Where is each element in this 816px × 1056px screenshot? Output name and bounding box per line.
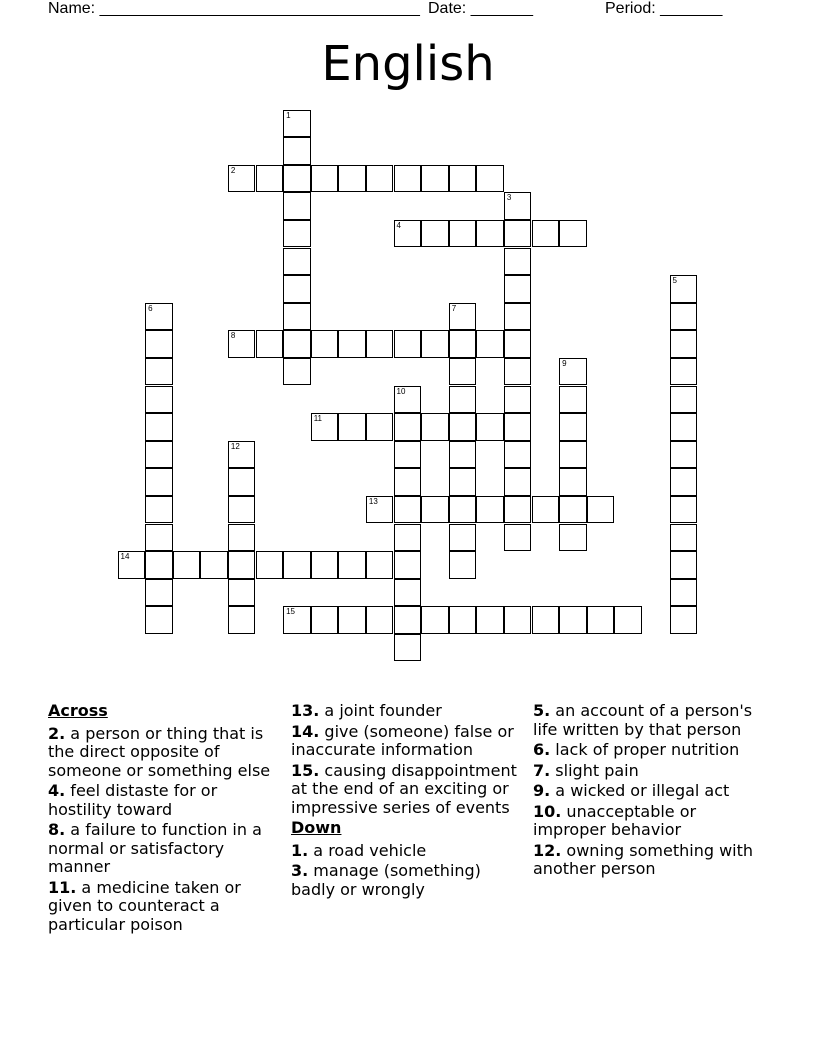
clue-item [291, 842, 526, 861]
grid-cell[interactable] [283, 220, 311, 248]
clue-item [533, 741, 768, 760]
clue-number: 2 [230, 165, 236, 175]
grid-cell[interactable] [394, 386, 422, 414]
grid-cell[interactable] [394, 606, 422, 634]
grid-cell[interactable] [670, 606, 698, 634]
grid-cell[interactable] [559, 524, 587, 552]
grid-cell[interactable] [449, 358, 477, 386]
grid-cell[interactable] [394, 220, 422, 248]
grid-cell[interactable] [283, 358, 311, 386]
grid-cell[interactable] [670, 468, 698, 496]
grid-cell[interactable] [394, 413, 422, 441]
grid-cell[interactable] [449, 496, 477, 524]
grid-cell[interactable] [311, 413, 339, 441]
clue-number: 4 [396, 220, 401, 230]
grid-cell[interactable] [449, 165, 477, 193]
grid-cell[interactable] [449, 606, 477, 634]
grid-cell[interactable] [504, 330, 532, 358]
clue-number-label: 10. [533, 801, 562, 821]
grid-cell[interactable] [449, 441, 477, 469]
grid-cell[interactable] [532, 496, 560, 524]
grid-cell[interactable] [394, 441, 422, 469]
clue-number-label: 14. [291, 721, 320, 741]
clue-text: feel distaste for or hostility toward [48, 781, 218, 819]
clue-item [291, 762, 526, 818]
grid-cell[interactable] [145, 303, 173, 331]
grid-cell[interactable] [449, 303, 477, 331]
grid-cell[interactable] [228, 330, 256, 358]
crossword-grid [0, 110, 816, 670]
grid-cell[interactable] [338, 551, 366, 579]
page-title: English [321, 36, 495, 92]
grid-cell[interactable] [587, 606, 615, 634]
clue-number-label: 3. [291, 861, 309, 880]
grid-cell[interactable] [449, 386, 477, 414]
clue-text: owning something with another person [533, 840, 754, 878]
grid-cell[interactable] [228, 606, 256, 634]
clue-item [291, 862, 526, 899]
clue-number: 10 [396, 386, 406, 396]
clue-text: a medicine taken or given to counteract a particular poison [48, 877, 241, 934]
grid-cell[interactable] [670, 413, 698, 441]
grid-cell[interactable] [670, 275, 698, 303]
grid-cell[interactable] [559, 441, 587, 469]
clue-number: 3 [506, 193, 512, 203]
grid-cell[interactable] [366, 551, 394, 579]
grid-cell[interactable] [283, 551, 311, 579]
grid-cell[interactable] [145, 441, 173, 469]
grid-cell[interactable] [283, 606, 311, 634]
clue-number: 8 [230, 331, 236, 341]
clue-text: causing disappointment at the end of an exciting or impressive series of events [291, 760, 517, 817]
clue-item [533, 803, 768, 840]
grid-cell[interactable] [338, 165, 366, 193]
clues-column-2 [291, 702, 526, 901]
grid-cell[interactable] [670, 358, 698, 386]
clue-number: 15 [286, 607, 295, 617]
grid-cell[interactable] [421, 606, 449, 634]
clue-item [48, 782, 283, 819]
grid-cell[interactable] [504, 441, 532, 469]
worksheet-header [48, 0, 768, 22]
grid-cell[interactable] [145, 551, 173, 579]
grid-cell[interactable] [504, 303, 532, 331]
grid-cell[interactable] [559, 386, 587, 414]
clue-text: slight pain [550, 760, 639, 780]
grid-cell[interactable] [145, 468, 173, 496]
grid-cell[interactable] [256, 165, 284, 193]
grid-cell[interactable] [421, 330, 449, 358]
grid-cell[interactable] [145, 413, 173, 441]
grid-cell[interactable] [228, 579, 256, 607]
grid-cell[interactable] [559, 413, 587, 441]
grid-cell[interactable] [366, 606, 394, 634]
grid-cell[interactable] [449, 413, 477, 441]
grid-cell[interactable] [449, 551, 477, 579]
grid-cell[interactable] [311, 330, 339, 358]
grid-cell[interactable] [366, 330, 394, 358]
clue-number: 5 [672, 276, 677, 286]
grid-cell[interactable] [504, 275, 532, 303]
clue-text: a person or thing that is the direct opposite of someone or something else [48, 723, 271, 780]
clue-item [533, 702, 768, 739]
grid-cell[interactable] [476, 165, 504, 193]
clue-number-label: 13. [291, 701, 320, 720]
clue-item [48, 879, 283, 935]
grid-cell[interactable] [587, 496, 615, 524]
grid-cell[interactable] [559, 358, 587, 386]
grid-cell[interactable] [228, 496, 256, 524]
clue-item [291, 723, 526, 760]
clue-number-label: 7. [533, 760, 551, 780]
grid-cell[interactable] [283, 110, 311, 138]
clue-number: 13 [368, 496, 378, 506]
grid-cell[interactable] [338, 330, 366, 358]
grid-cell[interactable] [476, 220, 504, 248]
clue-item [48, 725, 283, 781]
grid-cell[interactable] [504, 606, 532, 634]
clue-number: 11 [313, 414, 322, 424]
clue-number-label: 8. [48, 820, 66, 839]
grid-cell[interactable] [311, 551, 339, 579]
grid-cell[interactable] [283, 248, 311, 276]
clue-number-label: 4. [48, 781, 66, 800]
grid-cell[interactable] [504, 192, 532, 220]
grid-cell[interactable] [173, 551, 201, 579]
clues-column-1 [48, 702, 283, 936]
grid-cell[interactable] [228, 441, 256, 469]
grid-cell[interactable] [145, 524, 173, 552]
clue-number: 12 [230, 441, 240, 451]
grid-cell[interactable] [394, 330, 422, 358]
clue-item [48, 821, 283, 877]
grid-cell[interactable] [145, 579, 173, 607]
across-heading: Across [48, 701, 108, 720]
date-field-label[interactable]: Date: _______ [428, 0, 533, 17]
clue-item [533, 842, 768, 879]
clue-text: lack of proper nutrition [550, 740, 740, 759]
clue-item [533, 782, 768, 801]
grid-cell[interactable] [670, 524, 698, 552]
grid-cell[interactable] [283, 330, 311, 358]
clue-number: 7 [451, 303, 457, 313]
grid-cell[interactable] [283, 165, 311, 193]
grid-cell[interactable] [421, 165, 449, 193]
clue-number: 6 [148, 303, 153, 313]
clue-number: 9 [562, 358, 567, 368]
grid-cell[interactable] [145, 386, 173, 414]
clue-text: a road vehicle [308, 840, 427, 860]
grid-cell[interactable] [421, 413, 449, 441]
grid-cell[interactable] [366, 165, 394, 193]
clue-number-label: 1. [291, 840, 309, 860]
clue-number-label: 11. [48, 877, 77, 897]
grid-cell[interactable] [559, 468, 587, 496]
grid-cell[interactable] [338, 413, 366, 441]
clue-text: a joint founder [319, 701, 442, 720]
grid-cell[interactable] [504, 220, 532, 248]
clue-number: 1 [286, 110, 291, 120]
grid-cell[interactable] [311, 606, 339, 634]
clue-text: give (someone) false or inaccurate information [291, 721, 514, 759]
grid-cell[interactable] [228, 468, 256, 496]
period-field-label[interactable]: Period: _______ [605, 0, 723, 17]
grid-cell[interactable] [283, 303, 311, 331]
grid-cell[interactable] [670, 441, 698, 469]
grid-cell[interactable] [228, 524, 256, 552]
clue-number-label: 9. [533, 781, 551, 800]
grid-cell[interactable] [394, 496, 422, 524]
grid-cell[interactable] [559, 606, 587, 634]
grid-cell[interactable] [670, 330, 698, 358]
grid-cell[interactable] [449, 524, 477, 552]
grid-cell[interactable] [145, 496, 173, 524]
grid-cell[interactable] [145, 606, 173, 634]
grid-cell[interactable] [670, 579, 698, 607]
clue-number-label: 15. [291, 760, 320, 780]
clue-number-label: 2. [48, 723, 66, 743]
clue-text: manage (something) badly or wrongly [291, 861, 481, 899]
grid-cell[interactable] [504, 524, 532, 552]
clue-text: unacceptable or improper behavior [533, 801, 697, 839]
clue-item [291, 702, 526, 721]
clue-text: an account of a person's life written by that person [533, 701, 753, 739]
grid-cell[interactable] [421, 496, 449, 524]
grid-cell[interactable] [200, 551, 228, 579]
grid-cell[interactable] [394, 165, 422, 193]
grid-cell[interactable] [394, 524, 422, 552]
clue-text: a failure to function in a normal or satisfactory manner [48, 820, 262, 876]
grid-cell[interactable] [366, 496, 394, 524]
grid-cell[interactable] [283, 137, 311, 165]
grid-cell[interactable] [145, 358, 173, 386]
grid-cell[interactable] [283, 192, 311, 220]
grid-cell[interactable] [532, 606, 560, 634]
grid-cell[interactable] [118, 551, 146, 579]
grid-cell[interactable] [228, 165, 256, 193]
down-heading: Down [291, 818, 342, 837]
grid-cell[interactable] [559, 220, 587, 248]
grid-cell[interactable] [338, 606, 366, 634]
name-field-label[interactable]: Name: ____________________________________ [48, 0, 420, 17]
grid-cell[interactable] [670, 386, 698, 414]
clue-number-label: 5. [533, 701, 551, 720]
grid-cell[interactable] [228, 551, 256, 579]
grid-cell[interactable] [476, 413, 504, 441]
grid-cell[interactable] [366, 413, 394, 441]
grid-cell[interactable] [476, 496, 504, 524]
grid-cell[interactable] [256, 330, 284, 358]
grid-cell[interactable] [504, 496, 532, 524]
clue-number: 14 [120, 552, 130, 562]
grid-cell[interactable] [394, 634, 422, 662]
grid-cell[interactable] [504, 358, 532, 386]
grid-cell[interactable] [670, 303, 698, 331]
grid-cell[interactable] [476, 606, 504, 634]
grid-cell[interactable] [449, 468, 477, 496]
grid-cell[interactable] [504, 413, 532, 441]
grid-cell[interactable] [670, 496, 698, 524]
grid-cell[interactable] [283, 275, 311, 303]
clue-number-label: 12. [533, 840, 562, 860]
clue-item [533, 762, 768, 781]
grid-cell[interactable] [476, 330, 504, 358]
clues-column-3 [533, 702, 768, 881]
grid-cell[interactable] [421, 220, 449, 248]
grid-cell[interactable] [394, 468, 422, 496]
grid-cell[interactable] [145, 330, 173, 358]
grid-cell[interactable] [311, 165, 339, 193]
clue-text: a wicked or illegal act [550, 781, 730, 800]
grid-cell[interactable] [394, 551, 422, 579]
grid-cell[interactable] [256, 551, 284, 579]
grid-cell[interactable] [670, 551, 698, 579]
grid-cell[interactable] [504, 248, 532, 276]
grid-cell[interactable] [614, 606, 642, 634]
grid-cell[interactable] [504, 468, 532, 496]
clue-number-label: 6. [533, 740, 551, 759]
grid-cell[interactable] [449, 330, 477, 358]
grid-cell[interactable] [394, 579, 422, 607]
grid-cell[interactable] [504, 386, 532, 414]
grid-cell[interactable] [559, 496, 587, 524]
grid-cell[interactable] [532, 220, 560, 248]
grid-cell[interactable] [449, 220, 477, 248]
